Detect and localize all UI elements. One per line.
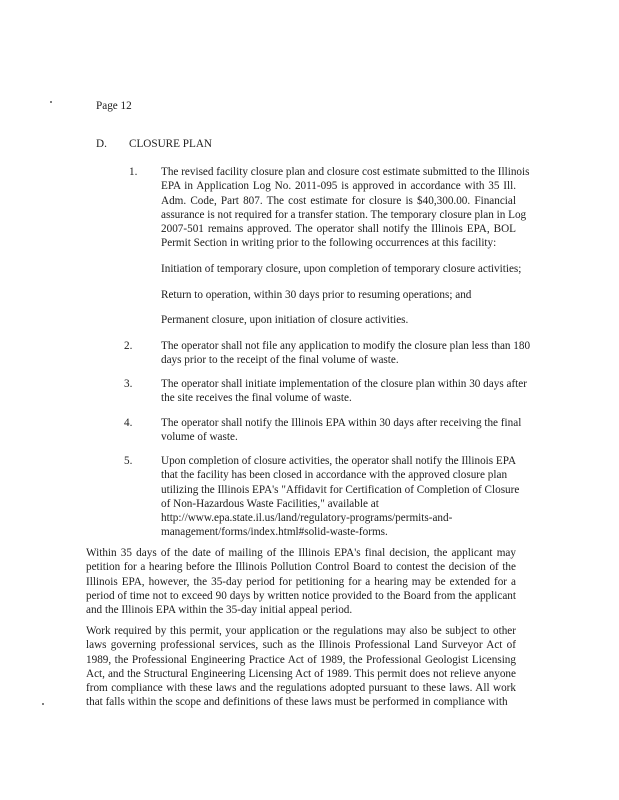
item-4-line: The operator shall notify the Illinois EPA within 30 days after receiving the final bbox=[161, 417, 522, 429]
item-number-3: 3. bbox=[124, 378, 133, 390]
item-text-3 bbox=[161, 377, 527, 406]
professional-services-line: that falls within the scope and definitions of these laws must be performed in compliance with bbox=[86, 696, 508, 709]
affidavit-url-line: management/forms/index.html#solid-waste-forms. bbox=[161, 526, 388, 539]
item-number-1: 1. bbox=[129, 166, 138, 178]
item-3-line: the site receives the final volume of waste. bbox=[161, 392, 352, 405]
appeal-paragraph bbox=[86, 546, 516, 617]
appeal-paragraph-line: Within 35 days of the date of mailing of the Illinois EPA's final decision, the applicant may bbox=[86, 547, 516, 559]
professional-services-line: from compliance with these laws and the regulations adopted pursuant to these laws. All work bbox=[86, 682, 516, 695]
closure-occurrence-return: Return to operation, within 30 days prior to resuming operations; and bbox=[161, 289, 472, 301]
page-label: Page 12 bbox=[96, 100, 132, 112]
professional-services-line: laws governing professional services, such as the Illinois Professional Land Surveyor Act of bbox=[86, 639, 516, 652]
item-text-1 bbox=[161, 165, 530, 251]
item-text-5 bbox=[161, 454, 520, 540]
item-number-2: 2. bbox=[124, 340, 133, 352]
section-letter: D. bbox=[96, 138, 107, 150]
item-text-4 bbox=[161, 416, 522, 445]
item-2-line: The operator shall not file any application to modify the closure plan less than 180 bbox=[161, 340, 531, 352]
appeal-paragraph-line: Illinois EPA, however, the 35-day period for petitioning for a hearing may be extended for a bbox=[86, 575, 516, 588]
item-number-4: 4. bbox=[124, 417, 133, 429]
item-1-line: Adm. Code, Part 807. The cost estimate for closure is $40,300.00. Financial bbox=[161, 194, 516, 207]
item-1-line: The revised facility closure plan and closure cost estimate submitted to the Illinois bbox=[161, 166, 530, 178]
item-number-5: 5. bbox=[124, 455, 133, 467]
item-4-line: volume of waste. bbox=[161, 431, 238, 444]
professional-services-line: Act, and the Structural Engineering Licensing Act of 1989. This permit does not relieve anyone bbox=[86, 667, 516, 680]
item-5-line: Upon completion of closure activities, the operator shall notify the Illinois EPA bbox=[161, 455, 517, 467]
item-1-line: 2007-501 remains approved. The operator shall notify the Illinois EPA, BOL bbox=[161, 223, 516, 236]
professional-services-line: Work required by this permit, your application or the regulations may also be subject to other bbox=[86, 625, 516, 637]
item-3-line: The operator shall initiate implementation of the closure plan within 30 days after bbox=[161, 378, 527, 390]
item-5-line: utilizing the Illinois EPA's "Affidavit for Certification of Completion of Closure bbox=[161, 483, 520, 496]
appeal-paragraph-line: petition for a hearing before the Illinois Pollution Control Board to contest the decision of the bbox=[86, 561, 516, 574]
appeal-paragraph-line: and the Illinois EPA within the 35-day initial appeal period. bbox=[86, 604, 353, 617]
item-5-line: of Non-Hazardous Waste Facilities," available at bbox=[161, 497, 379, 510]
professional-services-line: 1989, the Professional Engineering Practice Act of 1989, the Professional Geologist Licensing bbox=[86, 653, 516, 666]
appeal-paragraph-line: period of time not to exceed 90 days by written notice provided to the Board from the applicant bbox=[86, 589, 516, 602]
item-1-line: Permit Section in writing prior to the following occurrences at this facility: bbox=[161, 237, 497, 250]
scan-speck bbox=[42, 703, 44, 705]
item-1-line: EPA in Application Log No. 2011-095 is approved in accordance with 35 Ill. bbox=[161, 180, 516, 193]
section-title: CLOSURE PLAN bbox=[129, 138, 212, 150]
scan-speck bbox=[50, 101, 52, 103]
item-2-line: days prior to the receipt of the final volume of waste. bbox=[161, 354, 399, 367]
item-5-line: that the facility has been closed in accordance with the approved closure plan bbox=[161, 469, 508, 482]
item-text-2 bbox=[161, 339, 531, 368]
professional-services-paragraph bbox=[86, 624, 516, 710]
closure-occurrence-permanent: Permanent closure, upon initiation of closure activities. bbox=[161, 314, 409, 326]
closure-occurrence-temporary: Initiation of temporary closure, upon completion of temporary closure activities; bbox=[161, 263, 522, 275]
affidavit-url-line: http://www.epa.state.il.us/land/regulatory-programs/permits-and- bbox=[161, 512, 453, 525]
item-1-line: assurance is not required for a transfer station. The temporary closure plan in Log bbox=[161, 208, 527, 221]
